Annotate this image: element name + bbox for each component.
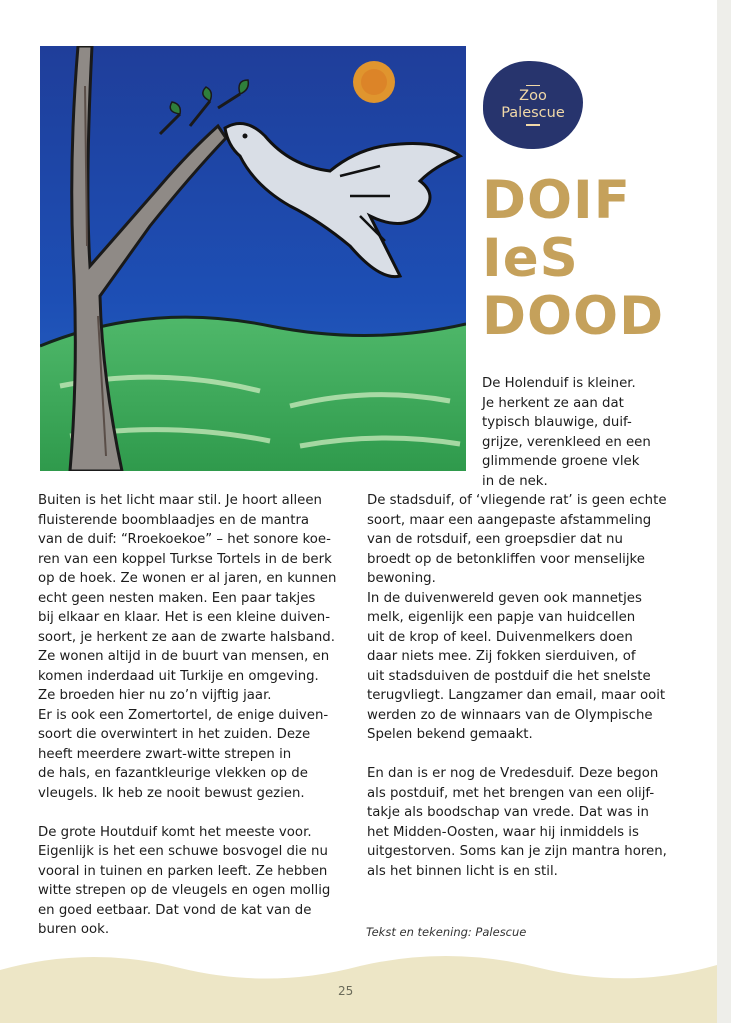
right-column — [367, 491, 697, 881]
text-line: glimmende groene vlek — [482, 454, 640, 469]
text-line: daar niets mee. Zij fokken sierduiven, of — [367, 649, 636, 664]
text-line: op de hoek. Ze wonen er al jaren, en kunnen — [38, 571, 337, 586]
text-line: van de rotsduif, een groepsdier dat nu — [367, 532, 623, 547]
text-line: Buiten is het licht maar stil. Je hoort alleen — [38, 493, 322, 508]
text-line: uit stadsduiven de postduif die het snelste — [367, 668, 651, 684]
text-line: vooral in tuinen en parken leeft. Ze hebben — [38, 863, 328, 879]
text-line: echt geen nesten maken. Een paar takjes — [38, 590, 316, 606]
text-line: De Holenduif is kleiner. — [482, 376, 636, 391]
title-line-2: IeS — [482, 228, 579, 289]
text-line: ren van een koppel Turkse Tortels in de berk — [38, 551, 332, 567]
text-line: buren ook. — [38, 922, 110, 937]
text-line: Er is ook een Zomertortel, de enige duiven- — [38, 707, 329, 723]
page-number: 25 — [338, 984, 354, 998]
text-line: soort, maar een aangepaste afstammeling — [367, 512, 652, 528]
text-line: bij elkaar en klaar. Het is een kleine duiven- — [38, 610, 331, 625]
text-line: van de duif: “Rroekoekoe” – het sonore koe- — [38, 532, 331, 547]
text-line: Je herkent ze aan dat — [482, 395, 624, 411]
text-line: En dan is er nog de Vredesduif. Deze begon — [367, 766, 659, 781]
footer-wave — [0, 940, 717, 1023]
sidebar-text — [482, 374, 702, 491]
badge-dash-bottom — [526, 124, 540, 126]
left-column — [38, 491, 348, 940]
text-line: In de duivenwereld geven ook mannetjes — [367, 590, 642, 606]
text-line: Spelen bekend gemaakt. — [367, 727, 533, 742]
title-line-1: DOIF — [482, 170, 631, 231]
text-line: soort, je herkent ze aan de zwarte halsband. — [38, 629, 335, 645]
paragraph-gap — [38, 803, 348, 823]
badge-dash-top — [526, 85, 540, 87]
text-line: de hals, en fazantkleurige vlekken op de — [38, 766, 308, 781]
text-line: komen inderdaad uit Turkije en omgeving. — [38, 668, 319, 684]
text-line: Ze broeden hier nu zo’n vijftig jaar. — [38, 688, 272, 703]
text-line: als postduif, met het brengen van een olijf- — [367, 785, 655, 801]
text-line: vleugels. Ik heb ze nooit bewust gezien. — [38, 785, 305, 801]
text-line: De stadsduif, of ‘vliegende rat’ is geen echte — [367, 493, 667, 508]
text-line: typisch blauwige, duif- — [482, 415, 632, 430]
text-line: uit de krop of keel. Duivenmelkers doen — [367, 629, 633, 645]
author-credit: Tekst en tekening: Palescue — [366, 925, 527, 939]
page-edge — [717, 0, 731, 1023]
text-line: terugvliegt. Langzamer dan email, maar ooit — [367, 688, 666, 703]
badge-line-1: Zoo — [519, 88, 547, 104]
title-line-3: DOOD — [482, 286, 665, 347]
text-line: broedt op de betonkliffen voor menselijke — [367, 551, 645, 567]
text-line: uitgestorven. Soms kan je zijn mantra horen, — [367, 844, 667, 859]
text-line: werden zo de winnaars van de Olympische — [367, 707, 653, 723]
text-line: fluisterende boomblaadjes en de mantra — [38, 512, 310, 528]
text-line: witte strepen op de vleugels en ogen mollig — [38, 883, 331, 898]
text-line: en goed eetbaar. Dat vond de kat van de — [38, 902, 312, 918]
paragraph-gap — [367, 745, 697, 765]
text-line: Eigenlijk is het een schuwe bosvogel die nu — [38, 844, 328, 859]
text-line: grijze, verenkleed en een — [482, 434, 651, 450]
text-line: in de nek. — [482, 473, 548, 489]
zoo-palescue-badge — [483, 61, 583, 149]
text-line: als het binnen licht is en stil. — [367, 863, 558, 879]
article-title — [482, 172, 664, 346]
text-line: Ze wonen altijd in de buurt van mensen, en — [38, 649, 330, 664]
text-line: bewoning. — [367, 571, 436, 586]
text-line: heeft meerdere zwart-witte strepen in — [38, 746, 292, 762]
text-line: takje als boodschap van vrede. Dat was in — [367, 805, 649, 820]
badge-line-2: Palescue — [501, 105, 565, 121]
text-line: melk, eigenlijk een papje van huidcellen — [367, 610, 636, 625]
text-line: het Midden-Oosten, waar hij inmiddels is — [367, 824, 639, 840]
text-line: soort die overwintert in het zuiden. Deze — [38, 727, 311, 742]
dove-painting — [40, 46, 466, 471]
text-line: De grote Houtduif komt het meeste voor. — [38, 824, 312, 840]
